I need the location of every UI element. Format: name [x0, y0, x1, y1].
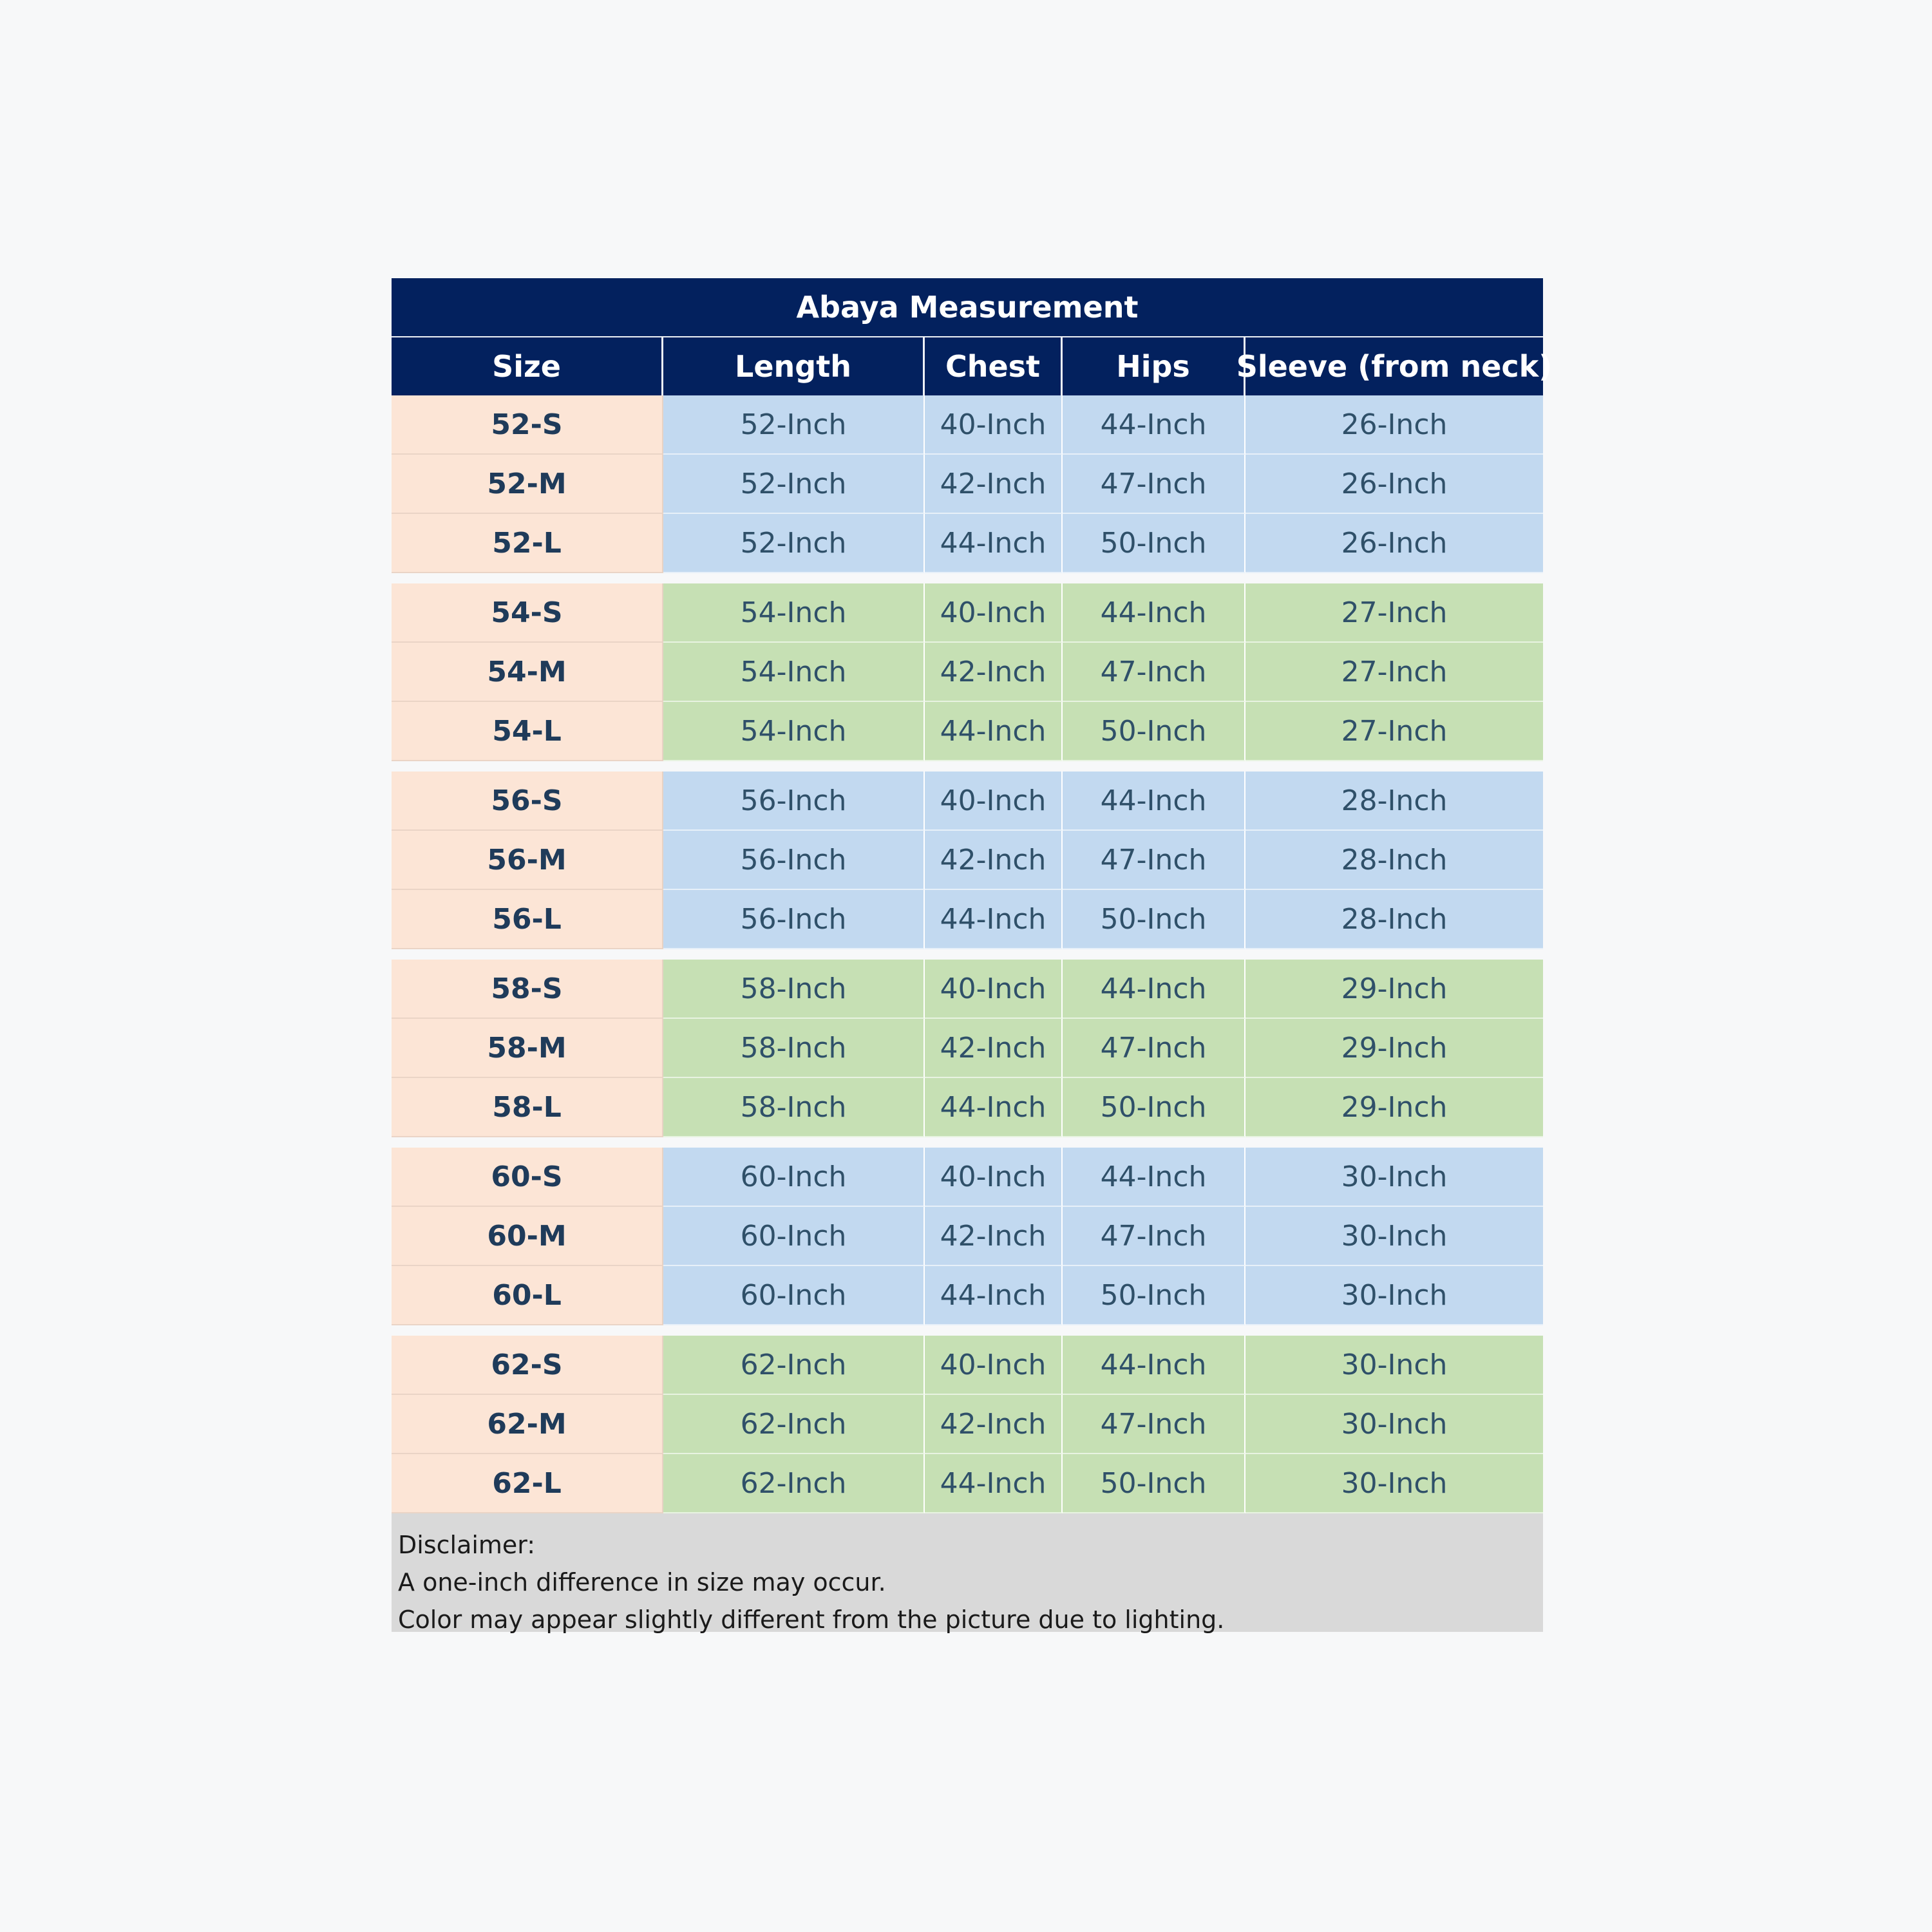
- sleeve-cell: 27-Inch: [1245, 643, 1543, 702]
- sleeve-cell: 26-Inch: [1245, 514, 1543, 573]
- hips-cell: 44-Inch: [1063, 960, 1245, 1019]
- chest-cell: 44-Inch: [925, 1078, 1063, 1137]
- size-cell: 60-S: [392, 1148, 663, 1207]
- size-group: [392, 949, 1543, 1137]
- sleeve-cell: 30-Inch: [1245, 1454, 1543, 1513]
- table-row: [392, 772, 1543, 831]
- size-cell: 54-M: [392, 643, 663, 702]
- length-cell: 52-Inch: [663, 455, 925, 514]
- header-size: Size: [392, 337, 663, 395]
- sleeve-cell: 30-Inch: [1245, 1266, 1543, 1325]
- chest-cell: 42-Inch: [925, 643, 1063, 702]
- table-row: [392, 960, 1543, 1019]
- chest-cell: 42-Inch: [925, 1395, 1063, 1454]
- table-title: Abaya Measurement: [392, 278, 1543, 337]
- table-row: [392, 1207, 1543, 1266]
- chest-cell: 42-Inch: [925, 1207, 1063, 1266]
- size-group: [392, 1137, 1543, 1325]
- table-row: [392, 583, 1543, 643]
- sleeve-cell: 29-Inch: [1245, 1078, 1543, 1137]
- size-cell: 62-S: [392, 1336, 663, 1395]
- disclaimer-box: [392, 1513, 1543, 1632]
- table-row: [392, 1148, 1543, 1207]
- sleeve-cell: 28-Inch: [1245, 772, 1543, 831]
- length-cell: 60-Inch: [663, 1148, 925, 1207]
- chest-cell: 44-Inch: [925, 514, 1063, 573]
- table-row: [392, 890, 1543, 949]
- hips-cell: 47-Inch: [1063, 643, 1245, 702]
- length-cell: 54-Inch: [663, 583, 925, 643]
- hips-cell: 47-Inch: [1063, 1019, 1245, 1078]
- length-cell: 58-Inch: [663, 1019, 925, 1078]
- chest-cell: 40-Inch: [925, 772, 1063, 831]
- length-cell: 58-Inch: [663, 1078, 925, 1137]
- sleeve-cell: 27-Inch: [1245, 583, 1543, 643]
- length-cell: 56-Inch: [663, 890, 925, 949]
- hips-cell: 50-Inch: [1063, 1454, 1245, 1513]
- hips-cell: 50-Inch: [1063, 514, 1245, 573]
- sleeve-cell: 30-Inch: [1245, 1336, 1543, 1395]
- table-row: [392, 1019, 1543, 1078]
- length-cell: 60-Inch: [663, 1207, 925, 1266]
- length-cell: 52-Inch: [663, 395, 925, 455]
- hips-cell: 50-Inch: [1063, 1266, 1245, 1325]
- chest-cell: 44-Inch: [925, 1454, 1063, 1513]
- chest-cell: 44-Inch: [925, 702, 1063, 761]
- size-cell: 56-L: [392, 890, 663, 949]
- sleeve-cell: 26-Inch: [1245, 455, 1543, 514]
- length-cell: 52-Inch: [663, 514, 925, 573]
- hips-cell: 44-Inch: [1063, 1336, 1245, 1395]
- chest-cell: 40-Inch: [925, 1336, 1063, 1395]
- table-row: [392, 455, 1543, 514]
- header-length: Length: [663, 337, 925, 395]
- hips-cell: 47-Inch: [1063, 455, 1245, 514]
- sleeve-cell: 27-Inch: [1245, 702, 1543, 761]
- length-cell: 56-Inch: [663, 831, 925, 890]
- table-row: [392, 1336, 1543, 1395]
- size-group: [392, 573, 1543, 761]
- hips-cell: 47-Inch: [1063, 1207, 1245, 1266]
- hips-cell: 44-Inch: [1063, 395, 1245, 455]
- size-cell: 60-L: [392, 1266, 663, 1325]
- size-cell: 52-M: [392, 455, 663, 514]
- hips-cell: 50-Inch: [1063, 702, 1245, 761]
- header-row: [392, 337, 1553, 395]
- header-hips: Hips: [1063, 337, 1245, 395]
- size-cell: 58-S: [392, 960, 663, 1019]
- sleeve-cell: 29-Inch: [1245, 960, 1543, 1019]
- sleeve-cell: 26-Inch: [1245, 395, 1543, 455]
- size-group: [392, 1325, 1543, 1513]
- hips-cell: 44-Inch: [1063, 772, 1245, 831]
- sleeve-cell: 30-Inch: [1245, 1148, 1543, 1207]
- size-cell: 56-S: [392, 772, 663, 831]
- table-row: [392, 395, 1543, 455]
- sleeve-cell: 28-Inch: [1245, 890, 1543, 949]
- chest-cell: 42-Inch: [925, 831, 1063, 890]
- chest-cell: 44-Inch: [925, 1266, 1063, 1325]
- size-cell: 56-M: [392, 831, 663, 890]
- hips-cell: 50-Inch: [1063, 890, 1245, 949]
- hips-cell: 44-Inch: [1063, 1148, 1245, 1207]
- length-cell: 54-Inch: [663, 643, 925, 702]
- table-row: [392, 831, 1543, 890]
- chest-cell: 42-Inch: [925, 455, 1063, 514]
- table-row: [392, 514, 1543, 573]
- length-cell: 60-Inch: [663, 1266, 925, 1325]
- length-cell: 54-Inch: [663, 702, 925, 761]
- chest-cell: 40-Inch: [925, 960, 1063, 1019]
- size-cell: 62-L: [392, 1454, 663, 1513]
- hips-cell: 50-Inch: [1063, 1078, 1245, 1137]
- header-sleeve: Sleeve (from neck): [1236, 349, 1553, 384]
- sleeve-cell: 28-Inch: [1245, 831, 1543, 890]
- size-cell: 58-M: [392, 1019, 663, 1078]
- hips-cell: 47-Inch: [1063, 831, 1245, 890]
- table-row: [392, 643, 1543, 702]
- measurement-table: [392, 278, 1553, 1634]
- length-cell: 58-Inch: [663, 960, 925, 1019]
- chest-cell: 40-Inch: [925, 583, 1063, 643]
- chest-cell: 40-Inch: [925, 395, 1063, 455]
- table-row: [392, 1266, 1543, 1325]
- header-chest: Chest: [925, 337, 1063, 395]
- sleeve-cell: 30-Inch: [1245, 1207, 1543, 1266]
- disclaimer-line: Color may appear slightly different from the picture due to lighting.: [398, 1605, 1225, 1634]
- size-group: [392, 395, 1543, 573]
- hips-cell: 44-Inch: [1063, 583, 1245, 643]
- length-cell: 56-Inch: [663, 772, 925, 831]
- table-row: [392, 1454, 1543, 1513]
- length-cell: 62-Inch: [663, 1395, 925, 1454]
- disclaimer-line: A one-inch difference in size may occur.: [398, 1568, 886, 1596]
- size-cell: 52-S: [392, 395, 663, 455]
- hips-cell: 47-Inch: [1063, 1395, 1245, 1454]
- length-cell: 62-Inch: [663, 1454, 925, 1513]
- disclaimer-heading: Disclaimer:: [398, 1531, 536, 1559]
- size-cell: 60-M: [392, 1207, 663, 1266]
- size-cell: 54-L: [392, 702, 663, 761]
- size-group: [392, 761, 1543, 949]
- chest-cell: 44-Inch: [925, 890, 1063, 949]
- table-row: [392, 702, 1543, 761]
- table-row: [392, 1078, 1543, 1137]
- size-cell: 54-S: [392, 583, 663, 643]
- sleeve-cell: 29-Inch: [1245, 1019, 1543, 1078]
- table-body: [392, 395, 1543, 1513]
- length-cell: 62-Inch: [663, 1336, 925, 1395]
- chest-cell: 42-Inch: [925, 1019, 1063, 1078]
- chest-cell: 40-Inch: [925, 1148, 1063, 1207]
- size-cell: 62-M: [392, 1395, 663, 1454]
- size-cell: 58-L: [392, 1078, 663, 1137]
- size-cell: 52-L: [392, 514, 663, 573]
- sleeve-cell: 30-Inch: [1245, 1395, 1543, 1454]
- table-row: [392, 1395, 1543, 1454]
